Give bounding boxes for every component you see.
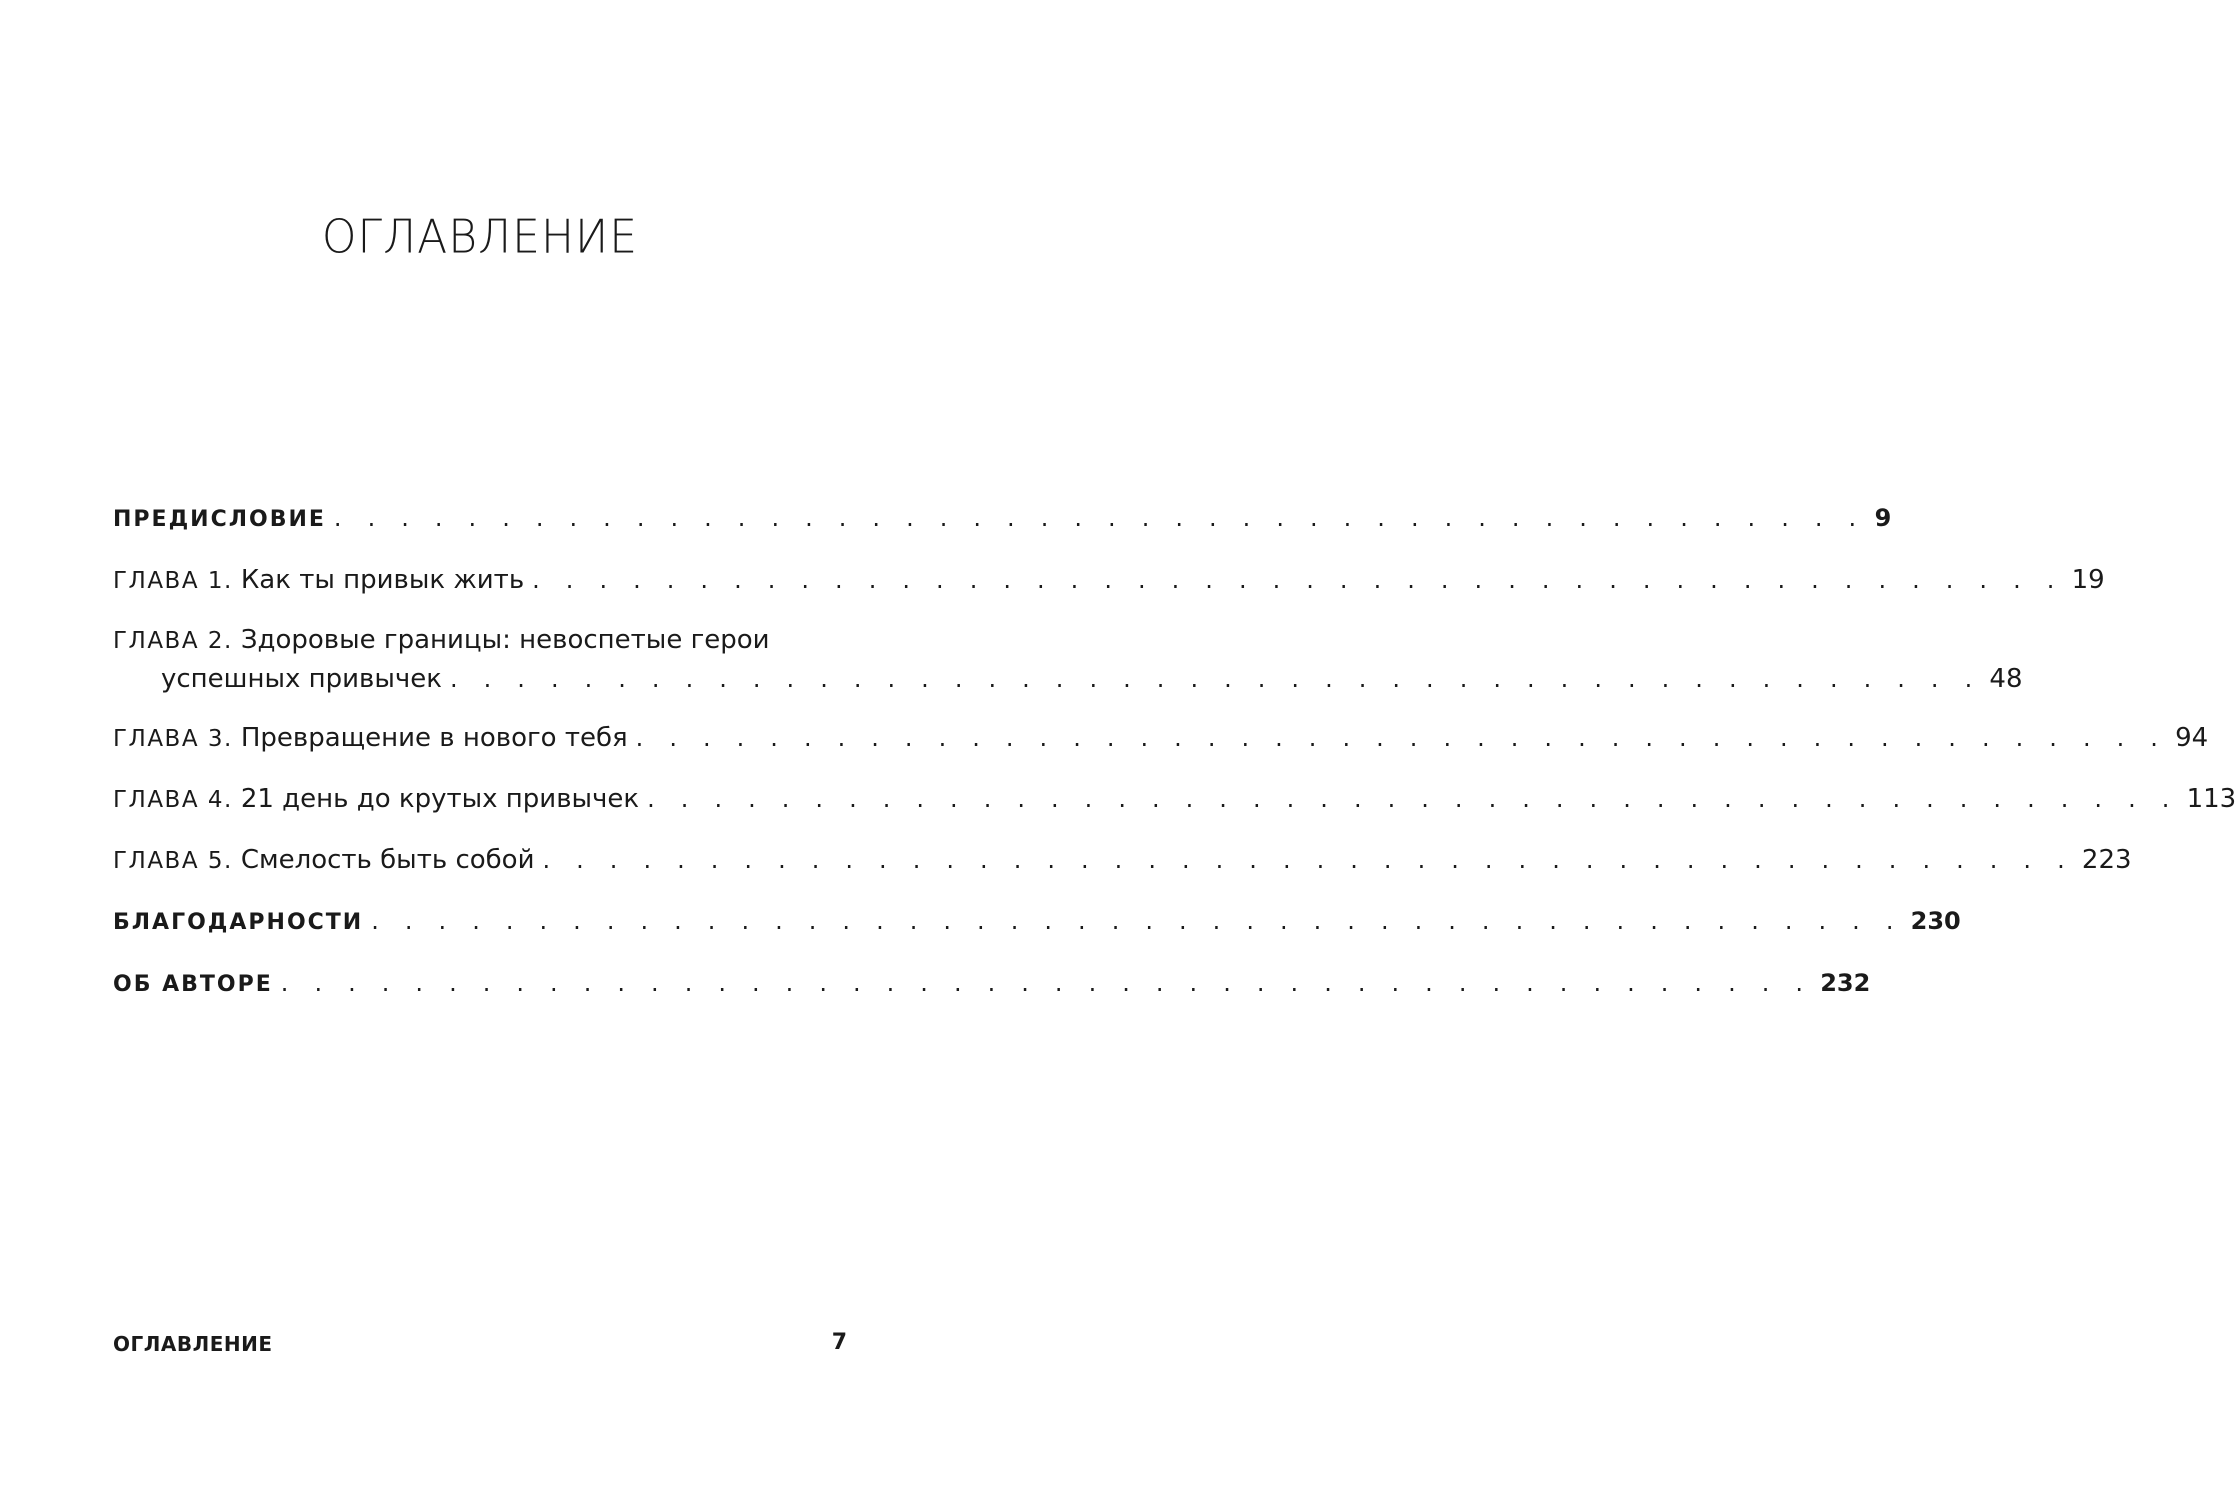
dot-leader: . . . . . . . . . . . . . . . . . . . . . . . . . . . . . . . . . . . . . . . . . . . . . . (647, 785, 2179, 813)
toc-entry-label: ГЛАВА 5. (113, 848, 233, 874)
toc-entry-title: 21 день до крутых привычек (240, 784, 640, 814)
toc-entry-preface[interactable] (113, 498, 1892, 540)
toc-entry-label: ОБ АВТОРЕ (113, 972, 273, 997)
toc-entry-page: 48 (1989, 664, 2023, 694)
dot-leader: . . . . . . . . . . . . . . . . . . . . . . . . . . . . . . . . . . . . . . . . . . . . . . (333, 504, 1866, 532)
dot-leader: . . . . . . . . . . . . . . . . . . . . . . . . . . . . . . . . . . . . . . . . . . . . . . (449, 665, 1982, 693)
dot-leader: . . . . . . . . . . . . . . . . . . . . . . . . . . . . . . . . . . . . . . . . . . . . . . (371, 907, 1903, 935)
toc-entry-chapter-5[interactable] (113, 840, 2132, 881)
toc-entry-page: 9 (1874, 504, 1892, 532)
page-number: 7 (831, 1330, 847, 1355)
toc-entry-about-author[interactable] (113, 963, 1871, 1005)
dot-leader: . . . . . . . . . . . . . . . . . . . . . . . . . . . . . . . . . . . . . . . . . . . . . . (532, 566, 2064, 594)
toc-entry-chapter-1[interactable] (113, 560, 2105, 601)
toc-entry-title-line-1: Здоровые границы: невоспетые герои (240, 625, 770, 655)
toc-entry-title-line-2: успешных привычек (161, 664, 442, 694)
page-title: ОГЛАВЛЕНИЕ (321, 210, 639, 265)
dot-leader: . . . . . . . . . . . . . . . . . . . . . . . . . . . . . . . . . . . . . . . . . . . . . . (280, 969, 1813, 997)
toc-entry-title: Превращение в нового тебя (240, 723, 628, 753)
dot-leader: . . . . . . . . . . . . . . . . . . . . . . . . . . . . . . . . . . . . . . . . . . . . . . (635, 724, 2168, 752)
dot-leader: . . . . . . . . . . . . . . . . . . . . . . . . . . . . . . . . . . . . . . . . . . . . . . (542, 846, 2074, 874)
toc-entry-label: ГЛАВА 2. (113, 628, 233, 654)
toc-entry-acknowledgements[interactable] (113, 901, 1961, 943)
toc-entry-title: Смелость быть собой (240, 845, 535, 875)
toc-entry-title: Как ты привык жить (240, 565, 525, 595)
toc-entry-label: БЛАГОДАРНОСТИ (113, 910, 364, 935)
toc-entry-chapter-2[interactable] (113, 621, 2023, 698)
toc-entry-page: 223 (2081, 845, 2132, 875)
toc-entry-page: 19 (2071, 565, 2105, 595)
toc-entry-page: 230 (1910, 907, 1961, 935)
running-head: ОГЛАВЛЕНИЕ (113, 1332, 273, 1356)
toc-entry-label: ПРЕДИСЛОВИЕ (113, 507, 326, 532)
toc-entry-label: ГЛАВА 1. (113, 568, 233, 594)
toc-entry-chapter-3[interactable] (113, 718, 2209, 759)
toc-entry-chapter-4[interactable] (113, 779, 2236, 820)
toc-entry-label: ГЛАВА 3. (113, 726, 233, 752)
toc-entry-page: 94 (2175, 723, 2209, 753)
toc-entry-page: 232 (1820, 969, 1871, 997)
table-of-contents (113, 498, 2236, 1005)
toc-entry-page: 113 (2186, 784, 2236, 814)
toc-entry-label: ГЛАВА 4. (113, 787, 233, 813)
